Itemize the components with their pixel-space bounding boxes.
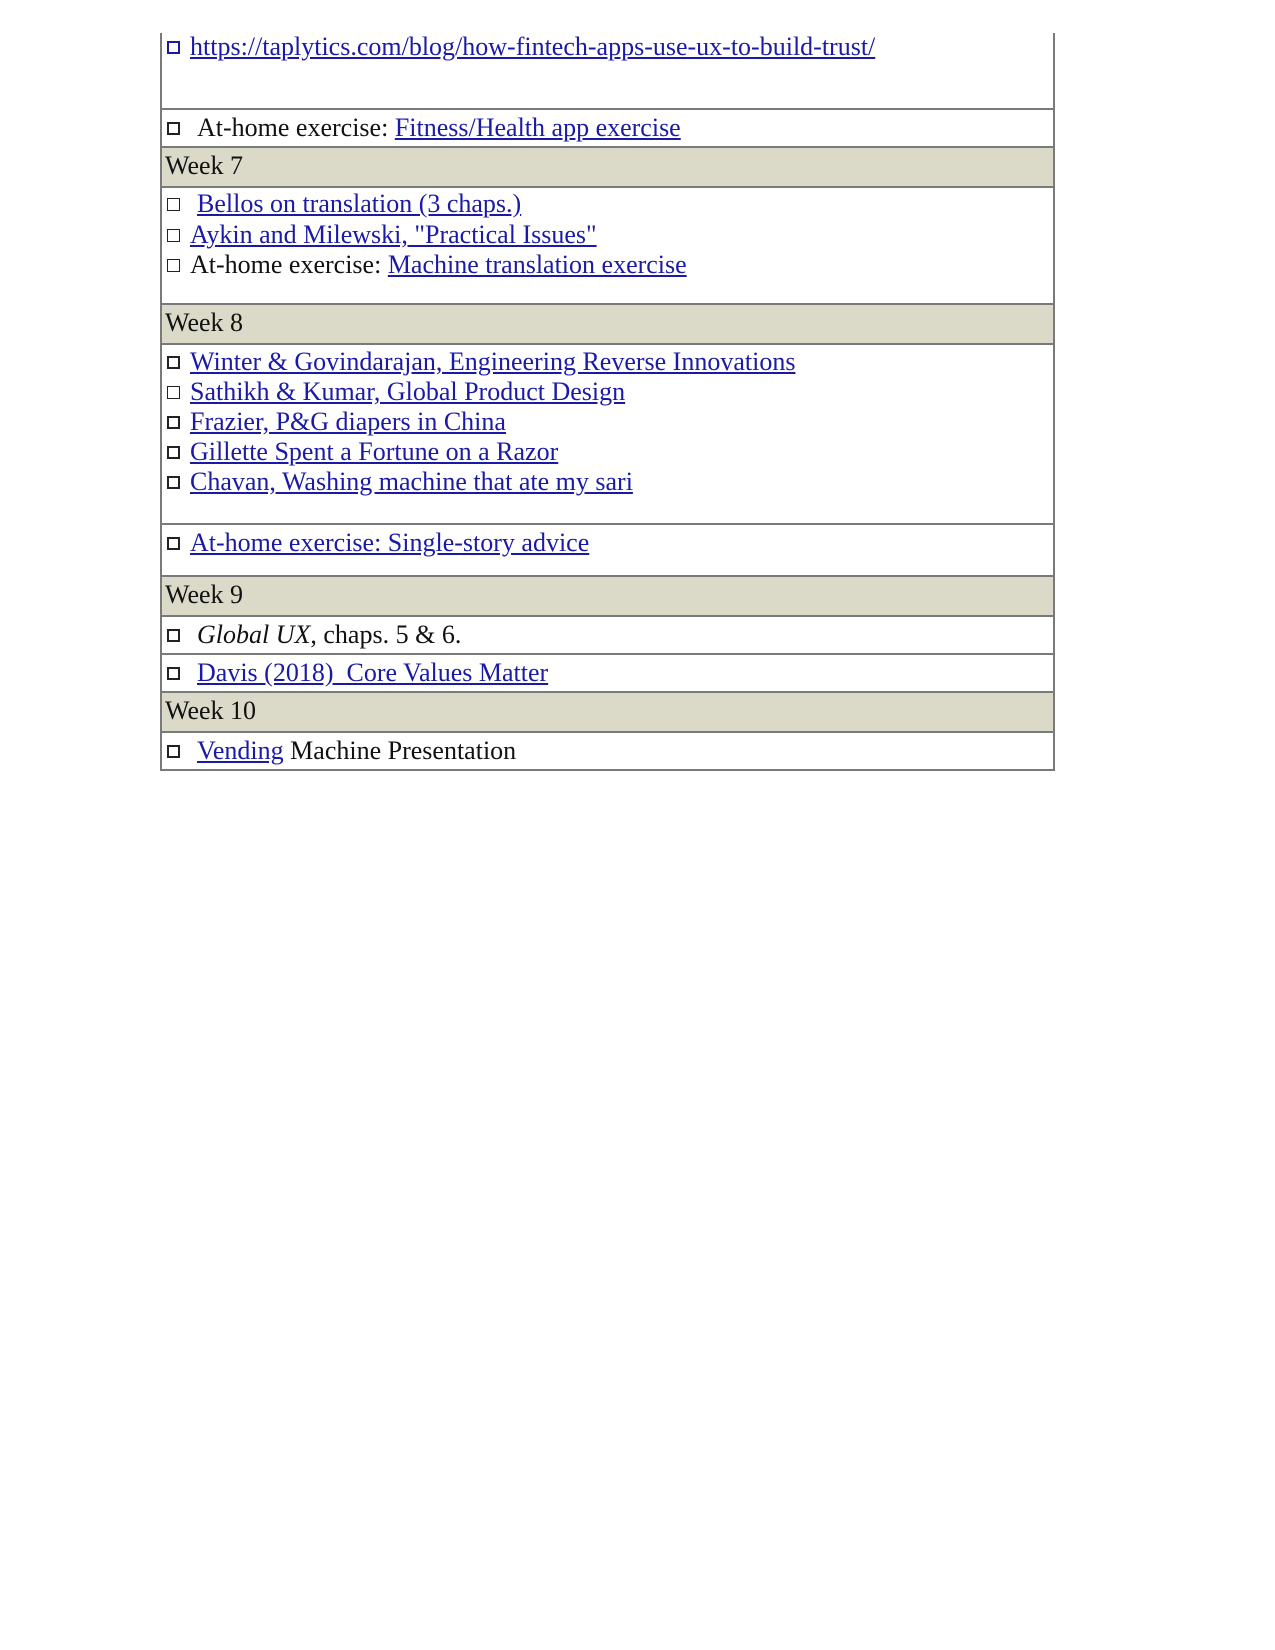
week-label: Week 8 (165, 308, 244, 337)
checkbox-icon[interactable] (167, 356, 180, 369)
checkbox-icon[interactable] (167, 476, 180, 489)
week-9-header (162, 575, 1053, 615)
schedule-table (160, 33, 1055, 771)
week-8-header (162, 303, 1053, 343)
week-9-davis (162, 653, 1053, 691)
list-item (167, 437, 1053, 467)
list-item (167, 347, 1053, 377)
list-item (167, 467, 1053, 497)
exercise-prefix: At-home exercise: (190, 250, 388, 279)
list-item (167, 657, 1053, 689)
checkbox-icon[interactable] (167, 745, 180, 758)
exercise-row-single-story (162, 523, 1053, 575)
checkbox-icon[interactable] (167, 229, 180, 242)
reading-link[interactable]: Winter & Govindarajan, Engineering Reverse Innovations (190, 347, 796, 376)
reading-link[interactable]: Chavan, Washing machine that ate my sari (190, 467, 633, 496)
checkbox-icon[interactable] (167, 629, 180, 642)
checkbox-icon[interactable] (167, 122, 180, 135)
checkbox-icon[interactable] (167, 386, 180, 399)
list-item (167, 250, 1053, 280)
list-item (167, 735, 1053, 767)
presentation-text: Machine Presentation (283, 736, 517, 765)
exercise-row-fitness (162, 108, 1053, 146)
checkbox-icon[interactable] (167, 259, 180, 272)
list-item (167, 377, 1053, 407)
week-label: Week 7 (165, 151, 244, 180)
reading-link[interactable]: Gillette Spent a Fortune on a Razor (190, 437, 559, 466)
checkbox-icon[interactable] (167, 446, 180, 459)
checkbox-icon[interactable] (167, 416, 180, 429)
list-item (167, 112, 1053, 144)
book-title: Global UX (197, 620, 311, 649)
list-item (167, 619, 1053, 651)
reading-link[interactable]: Frazier, P&G diapers in China (190, 407, 506, 436)
week-10-header (162, 691, 1053, 731)
week-7-header (162, 146, 1053, 186)
single-story-link[interactable]: At-home exercise: Single-story advice (190, 528, 590, 557)
list-item (167, 32, 1053, 61)
checkbox-icon[interactable] (167, 667, 180, 680)
week-label: Week 9 (165, 580, 244, 609)
machine-translation-link[interactable]: Machine translation exercise (387, 250, 687, 279)
vending-link[interactable]: Vending (197, 736, 284, 765)
fitness-exercise-link[interactable]: Fitness/Health app exercise (394, 113, 681, 142)
list-item (167, 188, 1053, 220)
davis-link[interactable]: Davis (2018) Core Values Matter (197, 658, 549, 687)
week-label: Week 10 (165, 696, 257, 725)
week-7-readings (162, 186, 1053, 303)
list-item (167, 407, 1053, 437)
aykin-link[interactable]: Aykin and Milewski, "Practical Issues" (190, 220, 597, 249)
taplytics-link[interactable]: https://taplytics.com/blog/how-fintech-apps-use-ux-to-build-trust/ (190, 32, 876, 61)
checkbox-icon[interactable] (167, 537, 180, 550)
week-10-vending (162, 731, 1053, 769)
week-9-global-ux (162, 615, 1053, 653)
chapters-text: , chaps. 5 & 6. (310, 620, 462, 649)
exercise-prefix: At-home exercise: (197, 113, 395, 142)
list-item (167, 527, 1053, 559)
bellos-link[interactable]: Bellos on translation (3 chaps.) (197, 189, 522, 218)
checkbox-icon[interactable] (167, 41, 180, 54)
reading-link[interactable]: Sathikh & Kumar, Global Product Design (190, 377, 626, 406)
checkbox-icon[interactable] (167, 198, 180, 211)
list-item (167, 220, 1053, 250)
reading-row-taplytics (162, 33, 1053, 108)
week-8-readings (162, 343, 1053, 523)
